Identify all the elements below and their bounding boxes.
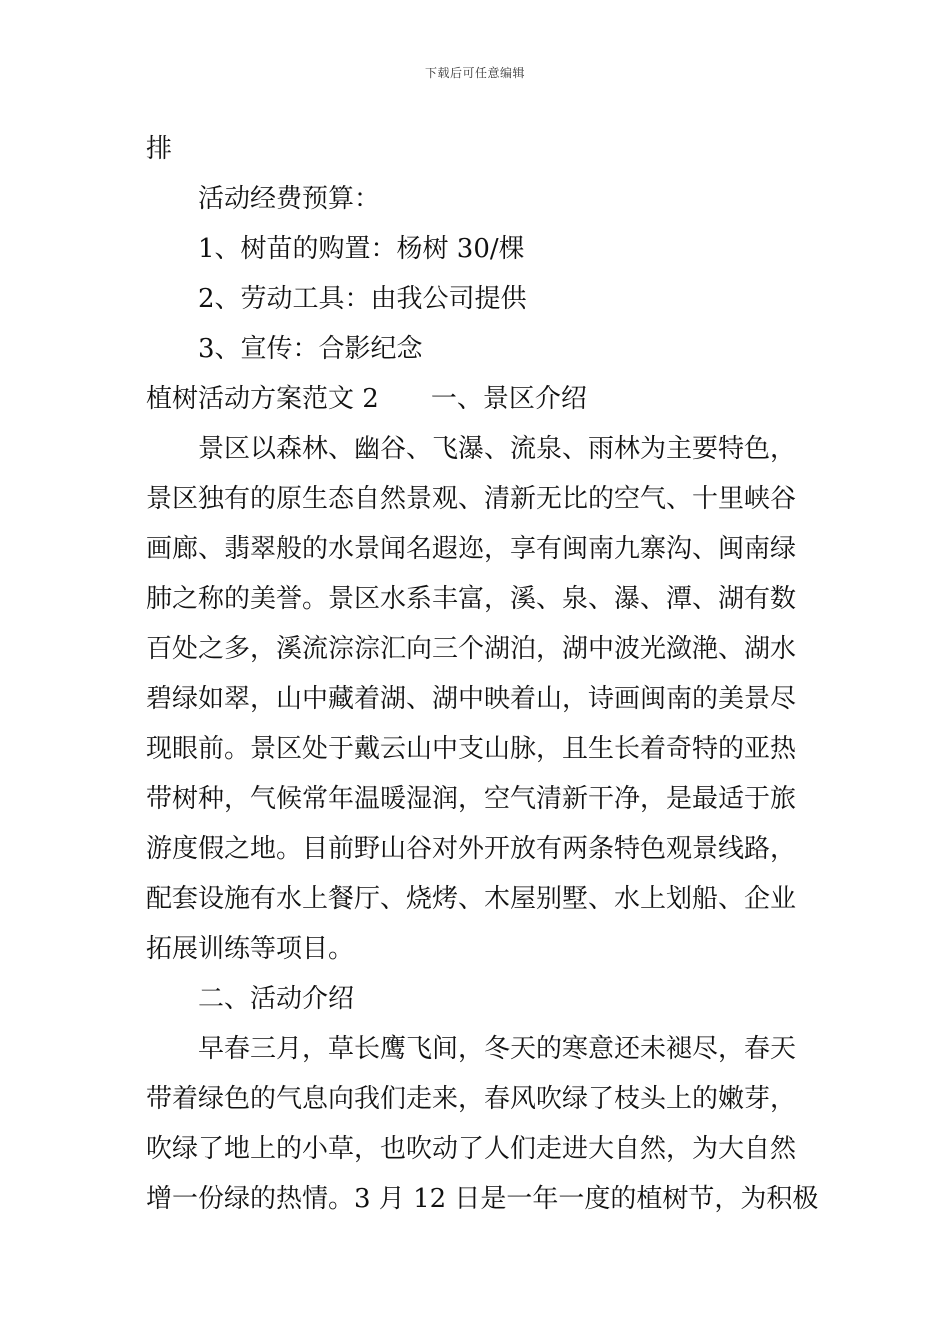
paragraph-line: 带着绿色的气息向我们走来，春风吹绿了枝头上的嫩芽， — [146, 1084, 797, 1114]
budget-heading: 活动经费预算： — [198, 184, 381, 214]
paragraph-line: 景区以森林、幽谷、飞瀑、流泉、雨林为主要特色， — [198, 434, 797, 464]
document-title: 植树活动方案范文 2 — [146, 384, 379, 414]
document-body — [146, 124, 819, 1224]
paragraph-activity-intro — [146, 1024, 819, 1224]
paragraph-line: 肺之称的美誉。景区水系丰富，溪、泉、瀑、潭、湖有数 — [146, 584, 797, 614]
section-heading-1: 一、景区介绍 — [430, 384, 587, 414]
paragraph-line: 游度假之地。目前野山谷对外开放有两条特色观景线路， — [146, 834, 797, 864]
budget-item-3: 3、宣传：合影纪念 — [198, 334, 423, 364]
paragraph-line: 配套设施有水上餐厅、烧烤、木屋别墅、水上划船、企业 — [146, 884, 797, 914]
paragraph-line: 景区独有的原生态自然景观、清新无比的空气、十里峡谷 — [146, 484, 797, 514]
section-heading-2: 二、活动介绍 — [198, 984, 355, 1014]
text-line: 排 — [146, 134, 173, 164]
paragraph-line: 吹绿了地上的小草，也吹动了人们走进大自然，为大自然 — [146, 1134, 797, 1164]
paragraph-line: 带树种，气候常年温暖湿润，空气清新干净，是最适于旅 — [146, 784, 797, 814]
paragraph-line: 碧绿如翠，山中藏着湖、湖中映着山，诗画闽南的美景尽 — [146, 684, 797, 714]
paragraph-line: 百处之多，溪流淙淙汇向三个湖泊，湖中波光潋滟、湖水 — [146, 634, 797, 664]
paragraph-line: 画廊、翡翠般的水景闻名遐迩，享有闽南九寨沟、闽南绿 — [146, 534, 797, 564]
paragraph-line: 现眼前。景区处于戴云山中支山脉，且生长着奇特的亚热 — [146, 734, 797, 764]
budget-item-1: 1、树苗的购置：杨树 30/棵 — [198, 234, 525, 264]
paragraph-line: 早春三月，草长鹰飞间，冬天的寒意还未褪尽，春天 — [198, 1034, 797, 1064]
paragraph-line: 拓展训练等项目。 — [146, 934, 355, 964]
paragraph-line: 增一份绿的热情。3 月 12 日是一年一度的植树节，为积极 — [146, 1184, 819, 1214]
page-header: 下载后可任意编辑 — [424, 66, 525, 80]
document-title-row — [146, 374, 810, 424]
paragraph-scenic-intro — [146, 424, 810, 974]
budget-item-2: 2、劳动工具：由我公司提供 — [198, 284, 527, 314]
